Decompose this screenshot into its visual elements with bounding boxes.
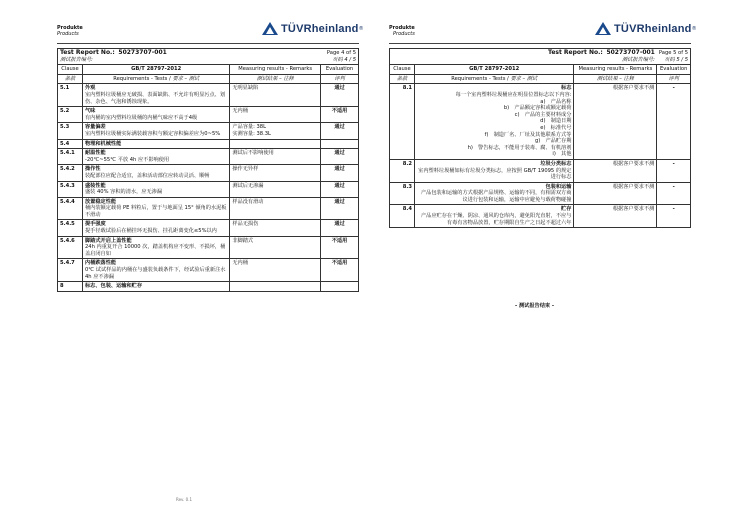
measuring-result-cell: 根据客户要求不测 — [574, 182, 657, 205]
table-row — [58, 181, 359, 197]
measuring-result-cell: 无内桶 — [230, 259, 321, 282]
report-page-5 — [375, 0, 750, 519]
requirement-cell — [82, 107, 229, 123]
requirement-text: 盛装 40% 容积的清水，应无渗漏 — [84, 189, 163, 196]
table-row — [390, 84, 691, 160]
requirement-text: 室内塑料垃圾桶如标有垃圾分类标志，应按照 GB/T 19095 的规定进行标志 — [418, 167, 572, 181]
evaluation-cell — [321, 282, 359, 292]
evaluation-cell: - — [657, 84, 691, 160]
page-footer: Rev. 0.1 — [176, 497, 193, 502]
evaluation-cell — [321, 139, 359, 149]
measuring-result-cell: 操作无异样 — [230, 165, 321, 181]
requirement-text: 0℃ 试试样品的内桶在与盛装负载条件下，经试验后重新注水 4h 应不渗漏 — [84, 267, 226, 280]
requirement-cell — [82, 197, 229, 220]
requirement-title: 垃圾分类标志 — [540, 160, 572, 167]
tuv-triangle-icon — [262, 22, 278, 35]
requirement-cell — [82, 84, 229, 107]
header-produkte: Produkte Products — [389, 25, 415, 37]
evaluation-cell: 不适用 — [321, 259, 359, 282]
requirement-text: 产品包装和运输的方式根据产品规格、运输的不同，有相需双方商议进行包装和运输，运输中应避免与载荷物碰撞 — [420, 190, 572, 203]
clause-cell: 8.3 — [390, 182, 415, 205]
column-header-cn-row: 条款 Requirements - Tests / 要求 – 测试 测试结果 – 注释 评判 — [390, 74, 691, 84]
requirement-title: 盛装性能 — [84, 182, 106, 189]
requirement-text: 有内桶的室内塑料垃圾桶的内桶气味应不高于4级 — [84, 114, 198, 121]
requirement-title: 标志 — [561, 85, 572, 92]
table-row — [58, 107, 359, 123]
report-table-left — [57, 48, 359, 292]
measuring-result-cell: 测试后无渗漏 — [230, 181, 321, 197]
evaluation-cell: 通过 — [321, 84, 359, 107]
evaluation-cell: 不适用 — [321, 236, 359, 259]
measuring-result-cell: 产品容量: 38L 实测容量: 38.3L — [230, 123, 321, 139]
requirement-title: 气味 — [84, 108, 96, 115]
evaluation-cell: - — [657, 159, 691, 182]
requirement-title: 贮存 — [561, 206, 572, 213]
header-produkte: Produkte Products — [57, 25, 83, 37]
table-row — [58, 197, 359, 220]
header-rule — [389, 43, 691, 44]
measuring-result-cell: 根据客户要求不测 — [574, 205, 657, 228]
table-row — [58, 139, 359, 149]
requirement-text: 24h 内重复开合 10000 次，踏盖机构应不变形、不损坏，桶盖启闭自如 — [84, 244, 226, 257]
clause-cell: 5.1 — [58, 84, 83, 107]
report-no-row: Test Report No.: 50273707-001 测试报告编号: Page 5 of 5 页码 5 / 5 — [390, 49, 691, 65]
requirement-cell — [414, 205, 574, 228]
requirement-title: 内桶跌落性能 — [84, 260, 117, 267]
table-row — [390, 205, 691, 228]
clause-cell: 8.1 — [390, 84, 415, 160]
requirement-cell — [82, 165, 229, 181]
requirement-title: 操作性 — [84, 166, 101, 173]
requirement-text: 桶内装额定载荷 PE 料粒后，置于与地面呈 15° 倾角的水泥板不滑动 — [84, 205, 227, 218]
clause-cell: 8 — [58, 282, 83, 292]
clause-cell: 8.2 — [390, 159, 415, 182]
evaluation-cell: 通过 — [321, 149, 359, 165]
clause-cell: 5.4.4 — [58, 197, 83, 220]
requirement-title: 包装和运输 — [545, 183, 572, 190]
clause-cell: 5.4.6 — [58, 236, 83, 259]
measuring-result-cell: 非脚踏式 — [230, 236, 321, 259]
measuring-result-cell: 测试后不影响使用 — [230, 149, 321, 165]
requirement-cell — [414, 84, 574, 160]
measuring-result-cell: 根据客户要求不测 — [574, 159, 657, 182]
measuring-result-cell: 样品无损伤 — [230, 220, 321, 236]
clause-cell: 5.4.2 — [58, 165, 83, 181]
table-row — [58, 282, 359, 292]
end-of-report-note: - 测试报告结束 - — [515, 303, 555, 309]
measuring-result-cell — [230, 282, 321, 292]
evaluation-cell: 通过 — [321, 123, 359, 139]
measuring-result-cell — [230, 139, 321, 149]
clause-cell: 5.4 — [58, 139, 83, 149]
report-no-row: Test Report No.: 50273707-001 测试报告编号: Page 4 of 5 页码 4 / 5 — [58, 49, 359, 65]
table-row — [58, 165, 359, 181]
requirement-cell — [82, 220, 229, 236]
requirement-title: 外观 — [84, 85, 96, 92]
evaluation-cell: - — [657, 182, 691, 205]
requirement-title: 脚踏式开启上盖性能 — [84, 237, 132, 244]
evaluation-cell: 通过 — [321, 165, 359, 181]
report-table-right — [389, 48, 691, 228]
requirement-title: 耐温性能 — [84, 150, 106, 157]
requirement-text: 提手径载试验后在桶挂环无损伤、挂孔距离变化≤5%以内 — [84, 228, 217, 235]
measuring-result-cell: 根据客户要求不测 — [574, 84, 657, 160]
requirement-title: 放置稳定性能 — [84, 198, 117, 205]
measuring-result-cell: 无明显缺陷 — [230, 84, 321, 107]
clause-cell: 5.4.3 — [58, 181, 83, 197]
requirement-cell — [82, 282, 229, 292]
requirement-cell — [414, 182, 574, 205]
clause-cell: 5.3 — [58, 123, 83, 139]
tuv-logo: TÜVRheinland ® — [595, 22, 697, 35]
evaluation-cell: 通过 — [321, 220, 359, 236]
requirement-title: 容量偏差 — [84, 124, 106, 131]
evaluation-cell: - — [657, 205, 691, 228]
table-row — [58, 149, 359, 165]
requirement-cell — [82, 123, 229, 139]
requirement-cell — [82, 149, 229, 165]
header-rule — [57, 43, 359, 44]
requirement-text: -20℃~55℃ 平放 4h 应不影响使用 — [84, 156, 170, 163]
requirement-title: 物理和机械性能 — [84, 140, 122, 147]
tuv-triangle-icon — [595, 22, 611, 35]
table-row — [390, 182, 691, 205]
column-header-row: Clause GB/T 28797-2012 Measuring results - Remarks Evaluation — [390, 65, 691, 75]
requirement-title: 提手强度 — [84, 221, 106, 228]
clause-cell: 5.4.1 — [58, 149, 83, 165]
requirement-text: 每一个室内塑料垃圾桶应在明显位置标志以下内容: a) 产品名称 b) 产品额定容积或额定载荷 c) 产品的主要材料成分 d) 制造日期 e) 标准代号 f) 制造厂名、厂址及其他联系方式等 g) 产品贮存期 h) 警告标志，不能用于装毒、腐、有机溶剂 i) 其他 — [455, 91, 572, 158]
column-header-row: Clause GB/T 28797-2012 Measuring results - Remarks Evaluation — [58, 65, 359, 75]
requirement-text: 室内塑料垃圾桶应无破损、表面缺陷、不允许有明显污点、划伤、杂色、气泡和锈蚀现象。 — [84, 91, 226, 105]
requirement-title: 标志、包装、运输和贮存 — [84, 283, 143, 290]
clause-cell: 5.2 — [58, 107, 83, 123]
table-row — [58, 236, 359, 259]
table-row — [58, 259, 359, 282]
table-row — [58, 220, 359, 236]
table-row — [390, 159, 691, 182]
requirement-text: 装配部位应配合适宜，盖和活动部位应转动灵活、顺畅 — [84, 172, 210, 179]
evaluation-cell: 通过 — [321, 181, 359, 197]
measuring-result-cell: 无内桶 — [230, 107, 321, 123]
clause-cell: 5.4.5 — [58, 220, 83, 236]
requirement-cell — [82, 259, 229, 282]
requirement-cell — [82, 181, 229, 197]
requirement-cell — [82, 139, 229, 149]
evaluation-cell: 通过 — [321, 197, 359, 220]
column-header-cn-row: 条款 Requirements - Tests / 要求 – 测试 测试结果 – 注释 评判 — [58, 74, 359, 84]
clause-cell: 5.4.7 — [58, 259, 83, 282]
tuv-logo: TÜVRheinland ® — [262, 22, 364, 35]
measuring-result-cell: 样品没有滑动 — [230, 197, 321, 220]
table-row — [58, 123, 359, 139]
requirement-cell — [82, 236, 229, 259]
clause-cell: 8.4 — [390, 205, 415, 228]
table-row — [58, 84, 359, 107]
requirement-text: 室内塑料垃圾桶实际满装载容积与额定容积偏差应为0~5% — [84, 130, 221, 137]
evaluation-cell: 不适用 — [321, 107, 359, 123]
requirement-cell — [414, 159, 574, 182]
requirement-text: 产品应贮存在干燥、阴凉、通风的仓库内，避免阳光直射，不应与有毒有害物品放置，贮存期限自生产之日起不超过六年 — [420, 213, 572, 226]
